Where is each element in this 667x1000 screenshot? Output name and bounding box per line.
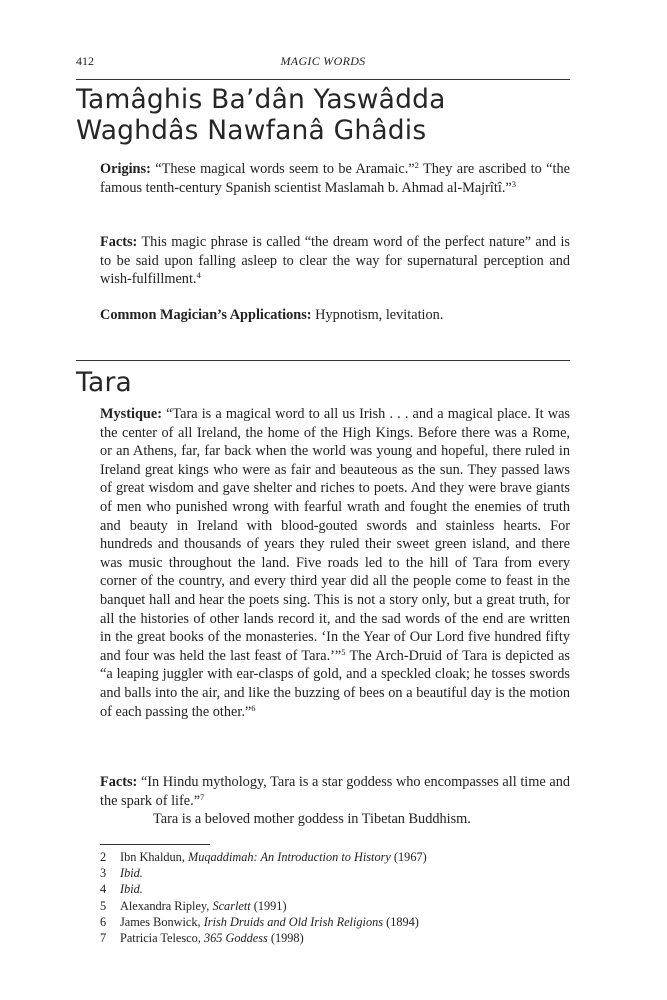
facts-paragraph-1 xyxy=(100,233,570,289)
facts-label: Facts: xyxy=(100,234,138,250)
footnotes xyxy=(100,849,570,946)
entry-heading-1-line1: Tamâghis Ba’dân Yaswâdda xyxy=(76,84,446,115)
footnote-ref: 5 xyxy=(341,646,346,657)
origins-label: Origins: xyxy=(100,161,151,177)
facts-label: Facts: xyxy=(100,774,138,790)
applications-paragraph xyxy=(100,306,570,325)
footnote-ref: 4 xyxy=(196,270,201,281)
mystique-paragraph xyxy=(100,405,570,721)
footnote-ref: 7 xyxy=(200,791,205,802)
footnote-ref: 6 xyxy=(251,702,256,713)
footnote-item: 6 James Bonwick, Irish Druids and Old Irish Religions (1894) xyxy=(100,914,419,929)
applications-text: Hypnotism, levitation. xyxy=(311,307,444,323)
entry-heading-2: Tara xyxy=(76,367,132,398)
mystique-text-a: “Tara is a magical word to all us Irish . . . and a magical place. It was the center of all Ireland, the home of the High Kings. Before there was a Rome, or an Athens, far, far back when the world was young and hopeful, there ruled in Ireland great kings who were as fair and beauteous as the sun. They passed laws of great wisdom and gave shelter and riches to poets. And they were brave giants of men who punished wrong with fearful wrath and fought the enemies of truth and beauty in Ireland with blood-gouted swords and stainless hearts. For hundreds and thousands of years they ruled their sweet green island, and there was music throughout the land. Five roads led to the hill of Tara from every corner of the country, and every third year did all the people come to feast in the banquet hall and hear the poets sing. This is not a story only, but a great truth, for all the histories of other lands record it, and the sad words of the end are written in the great books of the monasteries. ‘In the Year of Our Lord five hundred fifty and four was held the last feast of Tara.’” xyxy=(100,406,570,664)
footnote-ref: 3 xyxy=(511,178,516,189)
facts-text-2: Tara is a beloved mother goddess in Tibetan Buddhism. xyxy=(153,811,471,828)
entry-heading-1 xyxy=(76,84,446,146)
mystique-text-b: The Arch-Druid of Tara is depicted as “a leaping juggler with ear-clasps of gold, and a speckled cloak; he tosses swords and balls into the air, and like the buzzing of bees on a beautiful day is the motion of each passing the other.” xyxy=(100,647,570,720)
footnote-item: 4 Ibid. xyxy=(100,882,143,897)
footnote-item: 7 Patricia Telesco, 365 Goddess (1998) xyxy=(100,931,304,946)
section-rule xyxy=(76,360,570,361)
facts-text: “In Hindu mythology, Tara is a star goddess who encompasses all time and the spark of life.” xyxy=(100,774,570,809)
origins-text-b: They are ascribed to “the famous tenth-century Spanish scientist Maslamah b. Ahmad al-Majrîtî.” xyxy=(100,161,570,196)
applications-label: Common Magician’s Applications: xyxy=(100,307,312,323)
footnote-item: 3 Ibid. xyxy=(100,866,143,881)
facts-text: This magic phrase is called “the dream word of the perfect nature” and is to be said upon falling asleep to clear the way for supernatural perception and wish-fulfillment. xyxy=(100,234,570,288)
origins-text-a: “These magical words seem to be Aramaic.” xyxy=(150,161,415,177)
footnote-item: 5 Alexandra Ripley, Scarlett (1991) xyxy=(100,898,287,913)
running-title: MAGIC WORDS xyxy=(280,54,366,68)
facts-paragraph-2 xyxy=(100,773,570,829)
page-number: 412 xyxy=(76,54,94,68)
mystique-label: Mystique: xyxy=(100,406,162,422)
origins-paragraph xyxy=(100,160,570,197)
header-rule xyxy=(76,79,570,80)
entry-heading-1-line2: Waghdâs Nawfanâ Ghâdis xyxy=(76,115,427,146)
footnote-rule xyxy=(100,844,210,845)
footnote-ref: 2 xyxy=(414,160,419,170)
footnote-item: 2 Ibn Khaldun, Muqaddimah: An Introduction to History (1967) xyxy=(100,850,427,864)
